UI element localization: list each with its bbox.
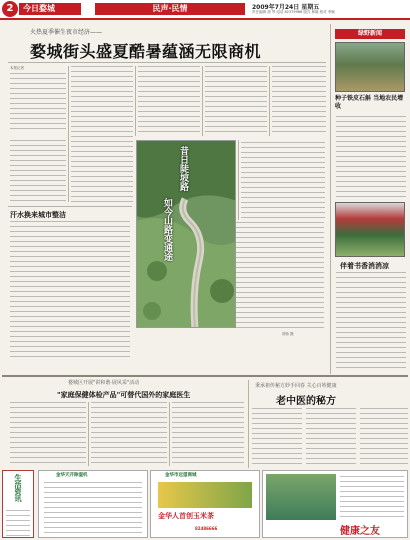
column-rule <box>202 66 203 136</box>
photo-credit: 胡伟 摄 <box>282 332 294 336</box>
service-box-text <box>6 510 30 536</box>
photo-title-line2: 如今山路变通途 <box>162 198 172 261</box>
body-text-block <box>138 66 200 136</box>
photo-title-line1: 昔日陡坡路 <box>178 146 188 191</box>
advert-1-text <box>44 482 142 534</box>
column-rule <box>269 66 270 136</box>
section-divider <box>8 206 132 207</box>
right-story1-headline: 种子铁皮石斛 当地农民增收 <box>335 95 404 110</box>
section-title: 民声·民情 <box>95 3 245 15</box>
editor-credits: 责任编辑 胡 琴 电话 82379966 版式 林晓 校对 李婉 <box>252 10 335 14</box>
right-story2-headline: 伴着书香消消凉 <box>340 262 389 270</box>
issue-date: 2009年7月24日 星期五 <box>252 4 320 11</box>
column-rule <box>135 66 136 136</box>
advert-2-header: 金华市远望商城 <box>165 473 197 478</box>
service-box-title: 生活资讯 <box>14 474 22 502</box>
advert-3-image <box>266 474 336 520</box>
top-story-kicker: 火热夏季催生夜市经济—— <box>30 29 103 36</box>
advert-1-title: 金华天开除湿机 <box>56 473 88 478</box>
column-rule <box>248 380 249 468</box>
body-text-block <box>10 221 130 357</box>
heat-story-headline: 汗水换来城市整洁 <box>10 211 66 219</box>
body-text-block <box>306 408 356 468</box>
body-text-block <box>336 272 406 372</box>
top-story-byline: 本报记者 <box>10 66 24 70</box>
body-text-block <box>10 73 66 133</box>
top-story-headline: 婺城街头盛夏酷暑蕴涵无限商机 <box>30 42 262 61</box>
corn-tea-image <box>158 482 252 508</box>
lower-left-kicker: 婺城区开展"讲和谐·展风采"活动 <box>68 380 140 386</box>
body-text-block <box>10 140 66 202</box>
advert-3-brand: 健康之友 <box>340 526 380 537</box>
column-rule <box>330 24 331 374</box>
paper-name: 今日婺城 <box>19 3 81 15</box>
column-rule <box>68 66 69 202</box>
feature-tag: 绿野新闻 <box>335 29 405 39</box>
headline-divider <box>8 62 326 63</box>
lower-left-headline: "家庭保健体检产品"可替代国外的家庭医生 <box>57 391 191 399</box>
body-text-block <box>252 408 302 468</box>
body-text-block <box>360 408 408 468</box>
advert-2-title: 金华人首创玉米茶 <box>158 512 214 520</box>
column-rule <box>169 402 170 466</box>
column-rule <box>238 140 239 220</box>
body-text-block <box>172 402 244 466</box>
body-text-block <box>336 116 406 198</box>
advert-3-text <box>340 476 404 518</box>
lower-right-headline: 老中医的秘方 <box>276 396 336 407</box>
body-text-block <box>241 142 325 218</box>
body-text-block <box>71 66 133 202</box>
photo-caption <box>236 222 324 330</box>
body-text-block <box>10 402 86 466</box>
header-rule <box>0 18 410 20</box>
body-text-block <box>272 66 326 136</box>
advert-2-phone: 82486666 <box>195 526 218 531</box>
page-number-badge: 2 <box>2 1 18 17</box>
dendrobium-photo <box>335 42 405 92</box>
column-rule <box>88 402 89 466</box>
lower-right-kicker: 秉承祖传秘方妙手回春 关心百姓健康 <box>255 383 337 389</box>
body-text-block <box>205 66 267 136</box>
body-text-block <box>91 402 167 466</box>
lower-divider <box>2 375 408 377</box>
library-photo <box>335 202 405 257</box>
